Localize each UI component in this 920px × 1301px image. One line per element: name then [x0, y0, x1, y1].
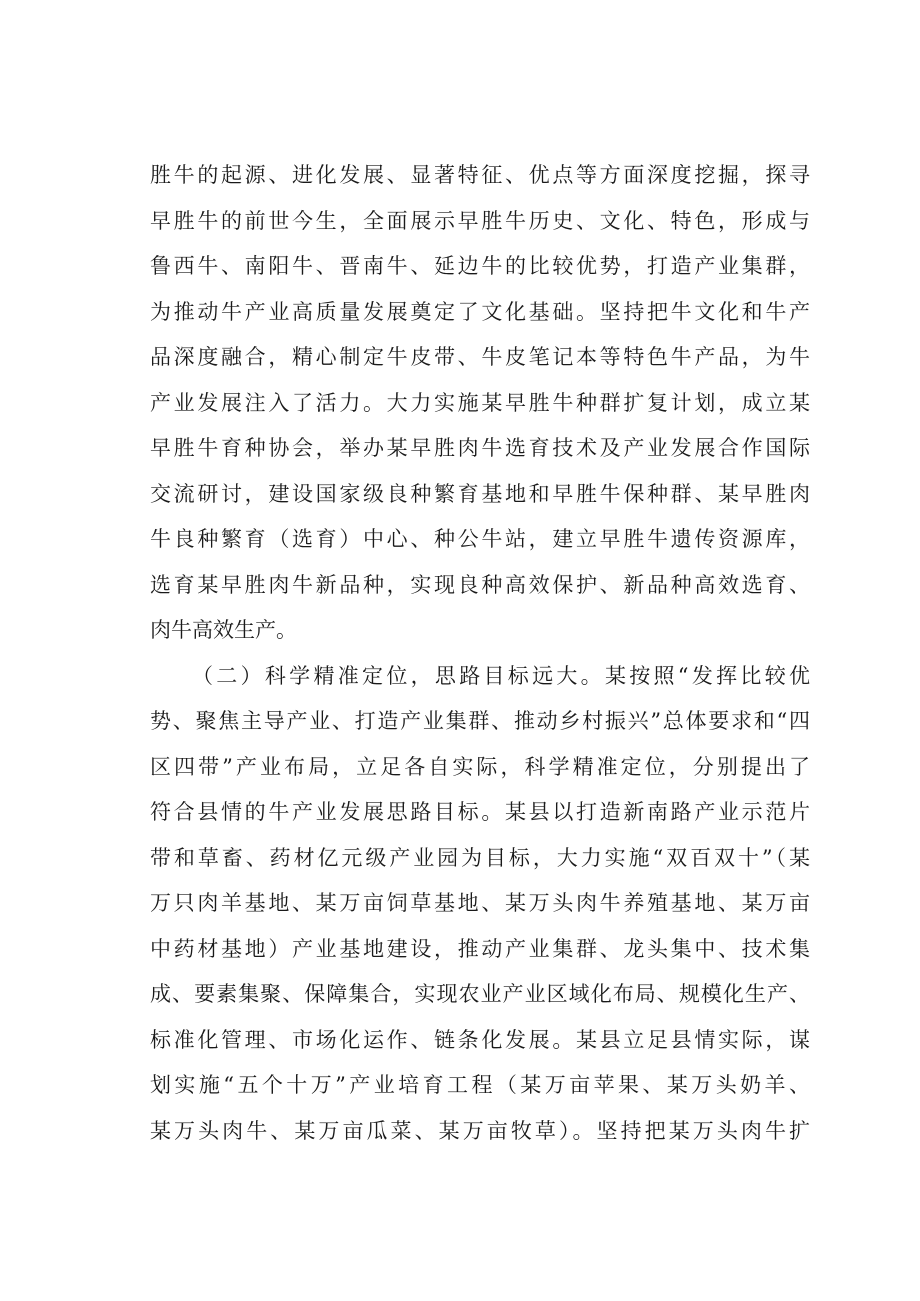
text-line: 早胜牛的前世今生，全面展示早胜牛历史、文化、特色，形成与 [150, 208, 810, 233]
text-line: 鲁西牛、南阳牛、晋南牛、延边牛的比较优势，打造产业集群， [150, 254, 810, 278]
text-line: 早胜牛育种协会，举办某早胜肉牛选育技术及产业发展合作国际 [150, 436, 810, 460]
text-line: 中药材基地）产业基地建设，推动产业集群、龙头集中、技术集 [150, 936, 810, 961]
text-line: 某万头肉牛、某万亩瓜菜、某万亩牧草）。坚持把某万头肉牛扩 [150, 1118, 810, 1143]
text-line: 选育某早胜肉牛新品种，实现良种高效保护、新品种高效选育、 [150, 572, 810, 597]
text-line: 品深度融合，精心制定牛皮带、牛皮笔记本等特色牛产品，为牛 [150, 345, 810, 369]
section-heading-line: （二）科学精准定位，思路目标远大。某按照“发挥比较优 [192, 663, 810, 688]
text-line: 区四带”产业布局，立足各自实际，科学精准定位，分别提出了 [150, 754, 810, 779]
text-line: 万只肉羊基地、某万亩饲草基地、某万头肉牛养殖基地、某万亩 [150, 891, 810, 915]
text-line: 交流研讨，建设国家级良种繁育基地和早胜牛保种群、某早胜肉 [150, 481, 810, 506]
text-line: 带和草畜、药材亿元级产业园为目标，大力实施“双百双十”（某 [150, 845, 810, 870]
text-line: 符合县情的牛产业发展思路目标。某县以打造新南路产业示范片 [150, 800, 810, 824]
text-line: 势、聚焦主导产业、打造产业集群、推动乡村振兴”总体要求和“四 [150, 709, 810, 733]
paragraph-end-line: 肉牛高效生产。 [150, 618, 297, 642]
text-line: 为推动牛产业高质量发展奠定了文化基础。坚持把牛文化和牛产 [150, 299, 810, 324]
text-line: 产业发展注入了活力。大力实施某早胜牛种群扩复计划，成立某 [150, 390, 810, 415]
body-text [150, 153, 810, 1154]
text-line: 划实施“五个十万”产业培育工程（某万亩苹果、某万头奶羊、 [150, 1073, 810, 1097]
text-line: 成、要素集聚、保障集合，实现农业产业区域化布局、规模化生产、 [150, 982, 810, 1006]
text-line: 牛良种繁育（选育）中心、种公牛站，建立早胜牛遗传资源库， [150, 527, 810, 551]
text-line: 标准化管理、市场化运作、链条化发展。某县立足县情实际，谋 [150, 1027, 810, 1052]
text-line: 胜牛的起源、进化发展、显著特征、优点等方面深度挖掘，探寻 [150, 163, 810, 187]
